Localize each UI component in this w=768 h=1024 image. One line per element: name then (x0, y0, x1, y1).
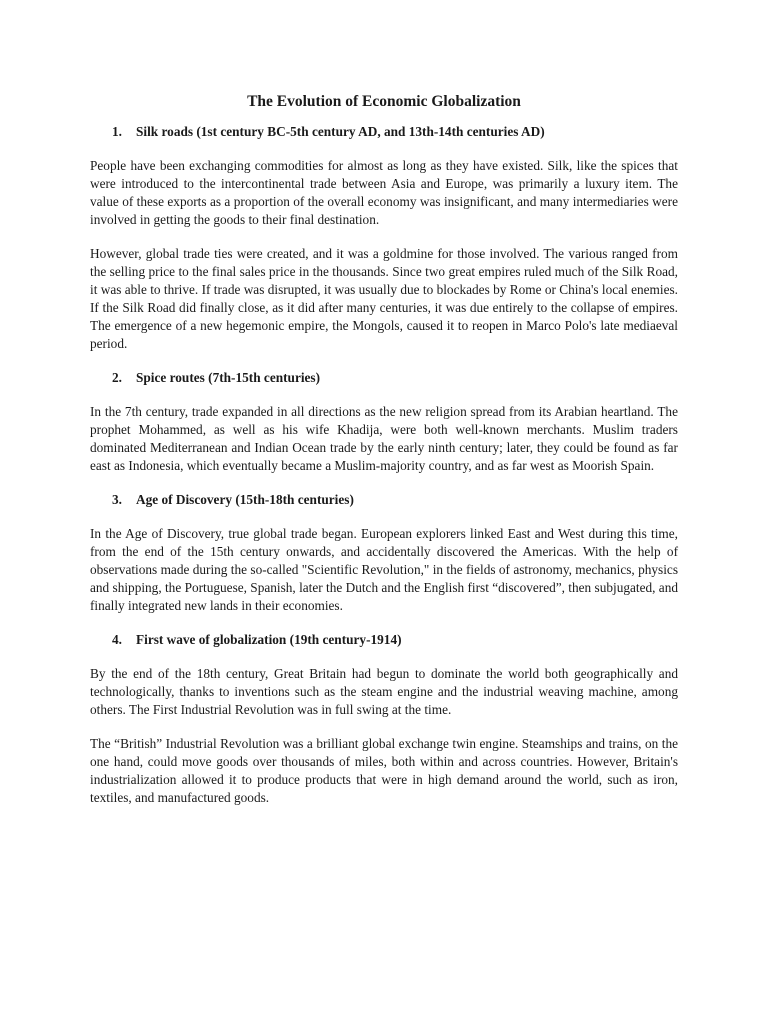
paragraph: In the Age of Discovery, true global trade began. European explorers linked East and West during this time, from the end of the 15th century onwards, and accidentally discovered the Americas. With the help of observations made during the so-called "Scientific Revolution," in the fields of astronomy, mechanics, physics and shipping, the Portuguese, Spanish, later the Dutch and the English first “discovered”, then subjugated, and finally integrated new lands in their economies. (90, 526, 678, 613)
section-heading-text: Age of Discovery (15th-18th centuries) (136, 492, 354, 507)
section-number: 3. (112, 492, 122, 507)
section-heading-text: Silk roads (1st century BC-5th century AD, and 13th-14th centuries AD) (136, 124, 545, 139)
section-heading-silk-roads (90, 123, 678, 141)
section-heading-age-of-discovery (90, 491, 678, 509)
paragraph: By the end of the 18th century, Great Britain had begun to dominate the world both geographically and technologically, thanks to inventions such as the steam engine and the industrial weaving machine, among others. The First Industrial Revolution was in full swing at the time. (90, 666, 678, 717)
document-title: The Evolution of Economic Globalization (247, 93, 521, 110)
paragraph: People have been exchanging commodities for almost as long as they have existed. Silk, like the spices that were introduced to the intercontinental trade between Asia and Europe, was primarily a luxury item. The value of these exports as a proportion of the overall economy was insignificant, and many intermediaries were involved in getting the goods to their final destination. (90, 158, 678, 227)
section-heading-first-wave (90, 631, 678, 649)
section-number: 1. (112, 124, 122, 139)
paragraph: In the 7th century, trade expanded in all directions as the new religion spread from its Arabian heartland. The prophet Mohammed, as well as his wife Khadija, were both well-known merchants. Muslim traders dominated Mediterranean and Indian Ocean trade by the early ninth century; later, they could be found as far east as Indonesia, which eventually became a Muslim-majority country, and as far west as Moorish Spain. (90, 404, 678, 473)
section-heading-text: Spice routes (7th-15th centuries) (136, 370, 321, 385)
section-heading-spice-routes (90, 369, 678, 387)
section-number: 2. (112, 370, 122, 385)
document-page (90, 92, 678, 823)
section-heading-text: First wave of globalization (19th century-1914) (136, 632, 402, 647)
paragraph: However, global trade ties were created, and it was a goldmine for those involved. The various ranged from the selling price to the final sales price in the thousands. Since two great empires ruled much of the Silk Road, it was able to thrive. If trade was disrupted, it was usually due to blockades by Rome or China's local enemies. If the Silk Road did finally close, as it did after many centuries, it was due entirely to the collapse of empires. The emergence of a new hegemonic empire, the Mongols, caused it to reopen in Marco Polo's late mediaeval period. (90, 246, 678, 351)
section-number: 4. (112, 632, 122, 647)
paragraph: The “British” Industrial Revolution was a brilliant global exchange twin engine. Steamships and trains, on the one hand, could move goods over thousands of miles, both within and across countries. However, Britain's industrialization allowed it to produce products that were in high demand around the world, such as iron, textiles, and manufactured goods. (90, 736, 678, 805)
